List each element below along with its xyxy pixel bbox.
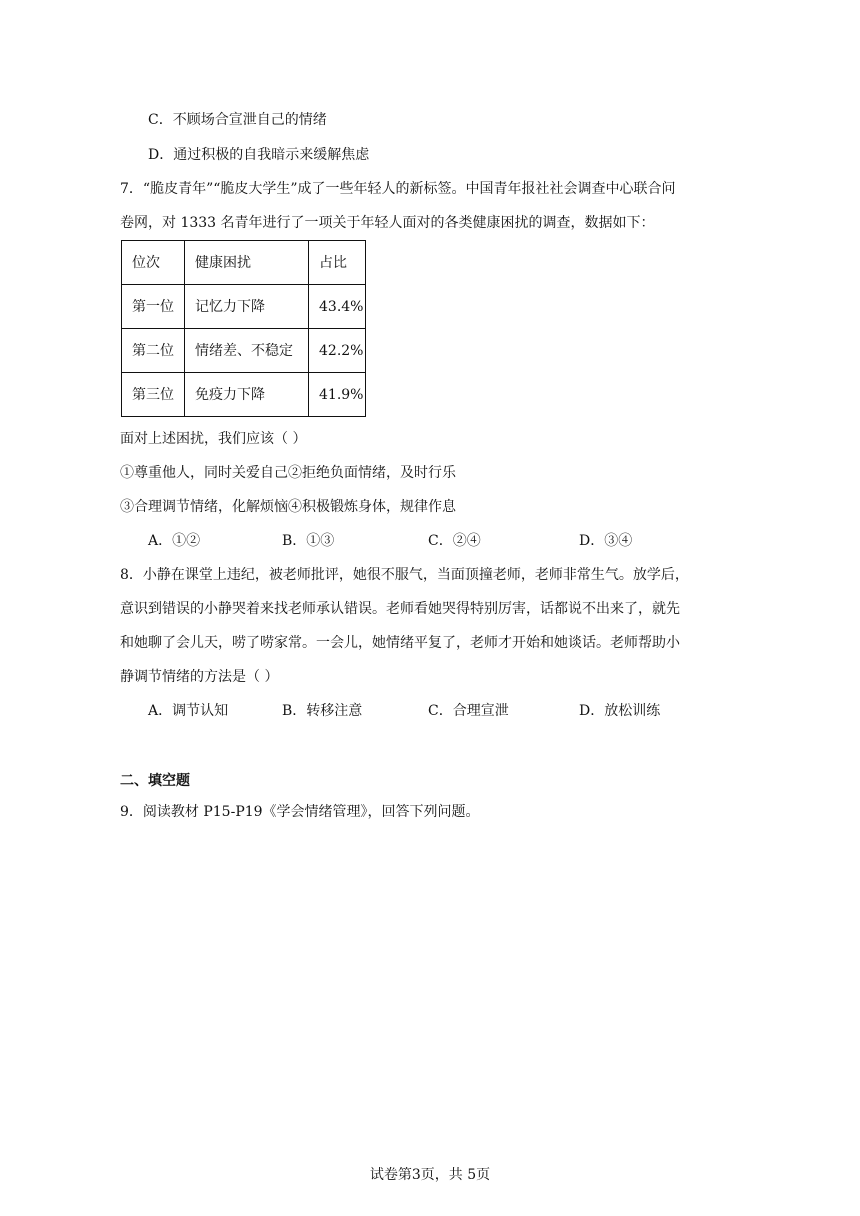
table-cell: 情绪差、不稳定 — [185, 329, 309, 373]
survey-table — [121, 240, 366, 417]
q7-option-c[interactable]: C．②④ — [428, 533, 481, 549]
q6-option-c: C．不顾场合宣泄自己的情绪 — [148, 112, 327, 128]
header-cell: 位次 — [122, 241, 185, 285]
q8-option-a[interactable]: A．调节认知 — [148, 703, 229, 719]
q7-statements-line2: ③合理调节情绪，化解烦恼④积极锻炼身体，规律作息 — [120, 499, 456, 515]
q7-stem-line1: 7．“脆皮青年”“脆皮大学生”成了一些年轻人的新标签。中国青年报社社会调查中心联合问 — [120, 181, 676, 197]
q6-option-d: D．通过积极的自我暗示来缓解焦虑 — [148, 147, 370, 163]
q8-line2: 意识到错误的小静哭着来找老师承认错误。老师看她哭得特别厉害，话都说不出来了，就先 — [120, 601, 680, 617]
page-footer: 试卷第3页，共 5页 — [369, 1167, 491, 1183]
table-cell: 41.9% — [309, 373, 366, 417]
q7-options — [0, 531, 860, 551]
q8-option-c[interactable]: C．合理宣泄 — [428, 703, 509, 719]
q7-option-a[interactable]: A．①② — [148, 533, 201, 549]
header-cell: 健康困扰 — [185, 241, 309, 285]
table-cell: 免疫力下降 — [185, 373, 309, 417]
table-cell: 第一位 — [122, 285, 185, 329]
section-title: 二、填空题 — [120, 773, 190, 789]
table-row — [122, 285, 366, 329]
table-row — [122, 373, 366, 417]
q8-option-b[interactable]: B．转移注意 — [282, 703, 363, 719]
q7-stem-line2: 卷网，对 1333 名青年进行了一项关于年轻人面对的各类健康困扰的调查，数据如下： — [120, 215, 655, 231]
table-cell: 记忆力下降 — [185, 285, 309, 329]
table-cell: 42.2% — [309, 329, 366, 373]
q7-statements-line1: ①尊重他人，同时关爱自己②拒绝负面情绪，及时行乐 — [120, 465, 456, 481]
table-cell: 第三位 — [122, 373, 185, 417]
q8-line1: 8．小静在课堂上违纪，被老师批评，她很不服气，当面顶撞老师，老师非常生气。放学后， — [120, 567, 689, 583]
header-cell: 占比 — [309, 241, 366, 285]
q8-line4: 静调节情绪的方法是（ ） — [120, 669, 279, 685]
table-cell: 第二位 — [122, 329, 185, 373]
table-header-row — [122, 241, 366, 285]
q7-question: 面对上述困扰，我们应该（ ） — [120, 431, 307, 447]
q8-line3: 和她聊了会儿天，唠了唠家常。一会儿，她情绪平复了，老师才开始和她谈话。老师帮助小 — [120, 635, 680, 651]
q7-option-b[interactable]: B．①③ — [282, 533, 335, 549]
q8-options — [0, 701, 860, 721]
q8-option-d[interactable]: D．放松训练 — [579, 703, 661, 719]
table-cell: 43.4% — [309, 285, 366, 329]
q9-stem: 9．阅读教材 P15-P19《学会情绪管理》，回答下列问题。 — [120, 804, 480, 820]
table-row — [122, 329, 366, 373]
q7-option-d[interactable]: D．③④ — [579, 533, 633, 549]
